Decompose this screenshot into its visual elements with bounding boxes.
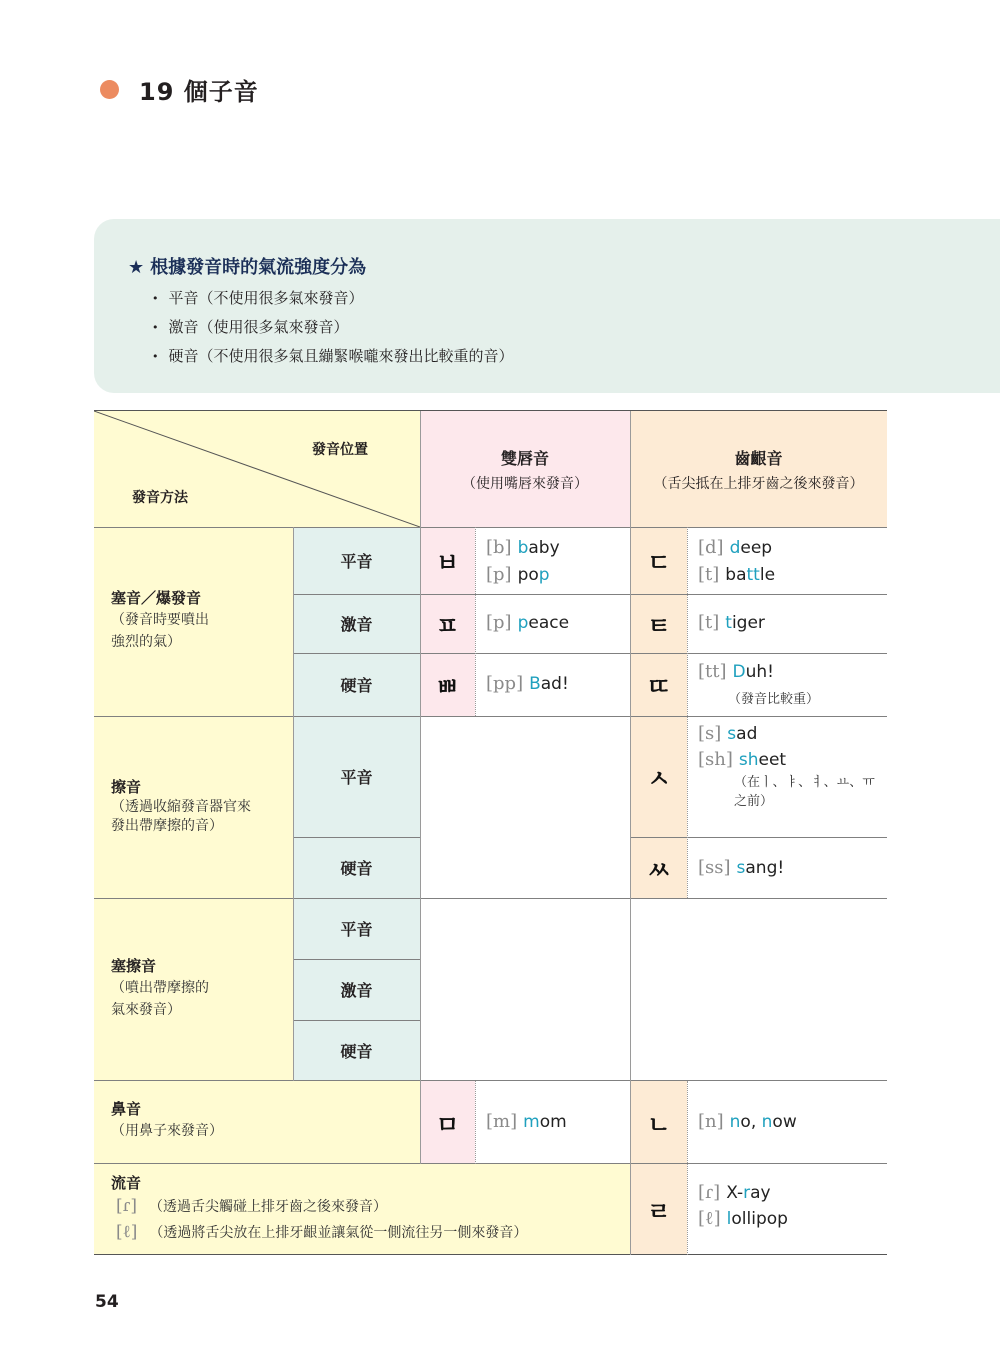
info-list <box>152 284 514 371</box>
info-heading-text: 根據發音時的氣流強度分為 <box>150 257 367 278</box>
grid-line <box>293 527 294 1081</box>
table-bottom-border <box>94 1254 887 1255</box>
fricatives-tense-label: 硬音 <box>293 837 420 898</box>
example-ph: [p] peace <box>486 612 570 633</box>
fricatives-desc-1: （透過收縮發音器官來 <box>111 799 251 815</box>
corner-header <box>94 411 420 527</box>
jamo-r: ㄹ <box>631 1164 687 1255</box>
example-b: [b] baby <box>486 537 560 558</box>
jamo-tt: ㄸ <box>631 653 687 716</box>
col-header-bilabial <box>420 411 630 527</box>
grid-line <box>293 594 887 595</box>
list-item <box>152 284 514 313</box>
method-nasals <box>94 1081 420 1164</box>
section-title <box>100 72 259 107</box>
example-m: [m] mom <box>486 1111 567 1132</box>
grid-line <box>293 1020 420 1021</box>
alveolar-desc: （舌尖抵在上排牙齒之後來發音） <box>653 475 864 492</box>
jamo-n: ㄴ <box>631 1081 687 1164</box>
info-item-plain: 平音（不使用很多氣來發音） <box>168 289 364 307</box>
page-number: 54 <box>95 1292 119 1312</box>
grid-line <box>94 898 887 899</box>
affricates-aspirated-label: 激音 <box>293 959 420 1020</box>
grid-line <box>94 716 887 717</box>
info-heading <box>128 253 366 279</box>
example-ss: [ss] sang! <box>698 857 785 878</box>
fricatives-plain-label: 平音 <box>293 716 420 837</box>
grid-line <box>293 653 887 654</box>
jamo-t: ㅌ <box>631 594 687 653</box>
example-n-cell <box>688 1081 887 1164</box>
info-box <box>94 219 1000 393</box>
list-item <box>152 313 514 342</box>
affricates-plain-label: 平音 <box>293 898 420 959</box>
example-tt: [tt] Duh! <box>698 661 774 682</box>
example-s: [s] sad <box>698 723 758 744</box>
corner-method-label: 發音方法 <box>132 490 188 506</box>
nasals-name: 鼻音 <box>111 1100 142 1118</box>
liquids-name: 流音 <box>111 1174 142 1192</box>
stops-name: 塞音／爆發音 <box>111 589 202 607</box>
example-r-cell <box>688 1164 887 1255</box>
nasals-desc: （用鼻子來發音） <box>111 1123 223 1139</box>
col-header-alveolar <box>630 411 887 527</box>
grid-line <box>631 837 887 838</box>
example-b-cell <box>476 527 630 594</box>
fricatives-bilabial-empty <box>420 716 630 898</box>
grid-line <box>94 1080 887 1081</box>
jamo-m: ㅁ <box>420 1081 475 1164</box>
jamo-pp: ㅃ <box>420 653 475 716</box>
jamo-s: ㅅ <box>631 716 687 837</box>
example-sh: [sh] sheet <box>698 749 787 770</box>
liquids-l-line: [ℓ] （透過將舌尖放在上排牙齦並讓氣從一側流往另一側來發音） <box>116 1222 528 1242</box>
star-icon: ★ <box>128 257 145 278</box>
liquids-r-line: [ɾ] （透過舌尖觸碰上排牙齒之後來發音） <box>116 1196 387 1216</box>
bilabial-name: 雙唇音 <box>500 448 549 468</box>
stops-tense-label: 硬音 <box>293 653 420 716</box>
fricatives-desc-2: 發出帶摩擦的音） <box>111 818 223 834</box>
stops-plain-label: 平音 <box>293 527 420 594</box>
note-tt: （發音比較重） <box>728 692 820 707</box>
example-t: [t] battle <box>698 564 776 585</box>
affricates-tense-label: 硬音 <box>293 1020 420 1081</box>
fricatives-name: 擦音 <box>111 778 142 796</box>
example-pp-cell <box>476 653 630 716</box>
affricates-desc-2: 氣來發音） <box>111 1002 181 1018</box>
table-top-border <box>94 410 887 411</box>
bullet-icon: • <box>152 321 159 334</box>
title-bullet-dot <box>100 80 119 99</box>
affricates-desc-1: （噴出帶摩擦的 <box>111 980 209 996</box>
example-ss-cell <box>688 837 887 898</box>
example-d-cell <box>688 527 887 594</box>
stops-desc-2: 強烈的氣） <box>111 634 181 650</box>
example-p: [p] pop <box>486 564 550 585</box>
note-sh-1: （在ㅣ、ㅑ、ㅕ、ㅛ、ㅠ <box>734 775 875 790</box>
grid-line <box>293 959 420 960</box>
dotted-divider <box>475 527 476 716</box>
method-affricates <box>94 898 293 1081</box>
method-liquids <box>94 1164 630 1255</box>
example-s-cell <box>688 716 887 837</box>
grid-line <box>94 1163 887 1164</box>
method-fricatives <box>94 716 293 898</box>
dotted-divider <box>475 1081 476 1164</box>
corner-place-label: 發音位置 <box>312 442 368 458</box>
affricates-empty <box>420 898 887 1081</box>
grid-line <box>630 411 631 1255</box>
method-stops <box>94 527 293 716</box>
jamo-p: ㅍ <box>420 594 475 653</box>
dotted-divider <box>687 1081 688 1255</box>
alveolar-name: 齒齦音 <box>734 448 783 468</box>
example-r: [ɾ] X-ray <box>698 1182 771 1203</box>
bullet-icon: • <box>152 350 159 363</box>
grid-line <box>293 837 420 838</box>
note-sh-2: 之前） <box>734 794 774 809</box>
example-m-cell <box>476 1081 630 1164</box>
example-n: [n] no, now <box>698 1111 797 1132</box>
jamo-ss: ㅆ <box>631 837 687 898</box>
stops-aspirated-label: 激音 <box>293 594 420 653</box>
grid-line <box>420 411 421 1164</box>
example-tt-cell <box>688 653 887 716</box>
example-th-cell <box>688 594 887 653</box>
page-title: 19 個子音 <box>139 78 259 106</box>
bullet-icon: • <box>152 292 159 305</box>
jamo-b: ㅂ <box>420 527 475 594</box>
example-pp: [pp] Bad! <box>486 673 569 694</box>
list-item <box>152 342 514 371</box>
dotted-divider <box>687 527 688 898</box>
info-item-aspirated: 激音（使用很多氣來發音） <box>168 318 349 336</box>
example-th: [t] tiger <box>698 612 765 633</box>
grid-line <box>94 527 887 528</box>
corner-diagonal <box>94 411 420 527</box>
jamo-d: ㄷ <box>631 527 687 594</box>
affricates-name: 塞擦音 <box>111 957 157 975</box>
info-item-tense: 硬音（不使用很多氣且繃緊喉嚨來發出比較重的音） <box>168 347 514 365</box>
stops-desc-1: （發音時要噴出 <box>111 612 209 628</box>
example-l: [ℓ] lollipop <box>698 1208 788 1229</box>
example-d: [d] deep <box>698 537 773 558</box>
example-ph-cell <box>476 594 630 653</box>
bilabial-desc: （使用嘴唇來發音） <box>462 475 588 492</box>
